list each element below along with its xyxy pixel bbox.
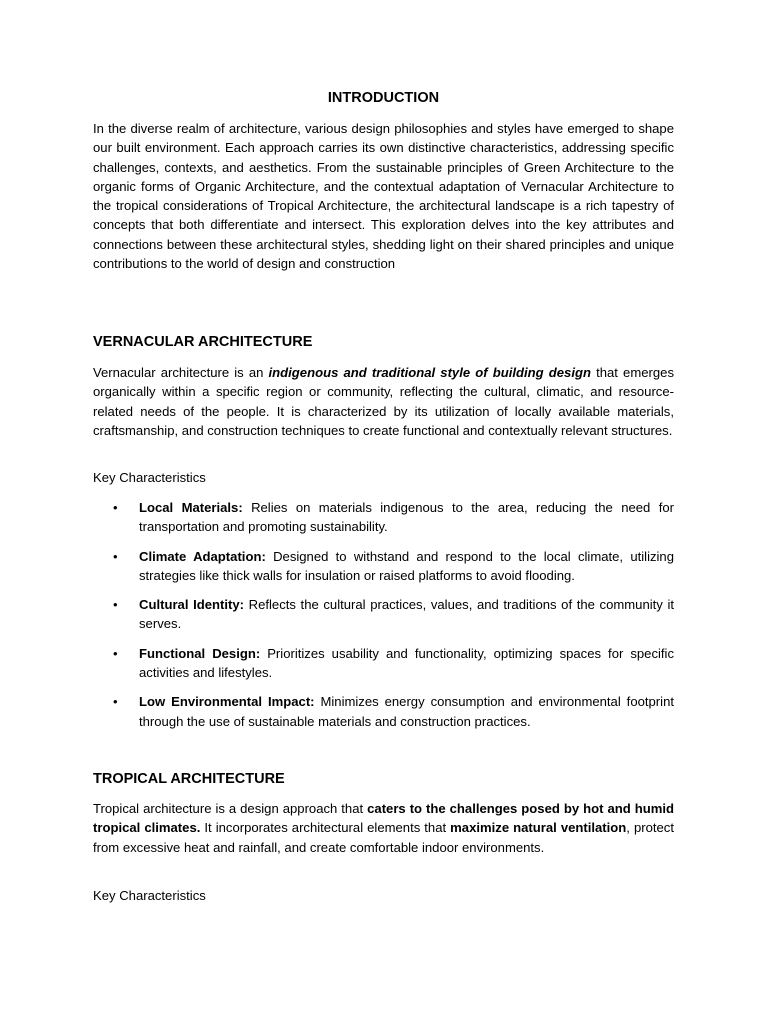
tropical-heading: TROPICAL ARCHITECTURE (93, 771, 285, 787)
vernacular-text-end: that emerges organically within a specific region or community, reflecting the cultural, climatic, and resource-related needs of the people. It is characterized by its utilization of locally available materials, craftsmanship, and construction techniques to create functional and contextually relevant structures. (93, 365, 674, 438)
bullet-icon: • (113, 694, 118, 710)
vernacular-heading: VERNACULAR ARCHITECTURE (93, 334, 313, 350)
tropical-emphasis-1: caters to the challenges posed by hot and humid tropical climates. (93, 801, 674, 836)
characteristic-term: Functional Design: (139, 645, 261, 661)
characteristic-desc: Designed to withstand and respond to the local climate, utilizing strategies like thick walls for insulation or raised platforms to avoid flooding. (139, 548, 674, 583)
bullet-icon: • (113, 548, 118, 564)
characteristic-term: Cultural Identity: (139, 597, 245, 613)
characteristic-desc: Prioritizes usability and functionality, optimizing spaces for specific activities and lifestyles. (139, 645, 674, 681)
characteristic-term: Low Environmental Impact: (139, 694, 315, 710)
characteristic-desc: Reflects the cultural practices, values, and traditions of the community it serves. (139, 597, 674, 632)
list-item (93, 595, 674, 634)
vernacular-text-start: Vernacular architecture is an (93, 365, 269, 380)
tropical-emphasis-2: maximize natural ventilation (450, 820, 627, 836)
tropical-text-3: , protect from excessive heat and rainfall, and create comfortable indoor environments. (93, 820, 674, 855)
tropical-key-label: Key Characteristics (93, 888, 206, 903)
characteristic-desc: Relies on materials indigenous to the area, reducing the need for transportation and promoting sustainability. (139, 500, 674, 535)
page-title: INTRODUCTION (327, 90, 440, 106)
bullet-icon: • (113, 500, 118, 515)
bullet-icon: • (113, 645, 118, 661)
list-item (93, 547, 674, 586)
vernacular-paragraph (93, 363, 674, 440)
vernacular-emphasis: indigenous and traditional style of building design (268, 365, 591, 380)
tropical-paragraph (93, 799, 674, 857)
characteristic-term: Climate Adaptation: (139, 548, 266, 564)
bullet-icon: • (113, 597, 118, 613)
tropical-text-1: Tropical architecture is a design approach that (93, 801, 368, 816)
list-item (93, 498, 674, 537)
characteristic-term: Local Materials: (139, 500, 243, 515)
list-item (93, 692, 674, 731)
vernacular-characteristics-list (93, 498, 674, 741)
intro-paragraph: In the diverse realm of architecture, various design philosophies and styles have emerged to shape our built environment. Each approach carries its own distinctive characteristics, addressing specific challenges, contexts, and aesthetics. From the sustainable principles of Green Architecture to the organic forms of Organic Architecture, and the contextual adaptation of Vernacular Architecture to the tropical considerations of Tropical Architecture, the architectural landscape is a rich tapestry of concepts that both differentiate and intersect. This exploration delves into the key attributes and connections between these architectural styles, shedding light on their shared principles and unique contributions to the world of design and construction (93, 121, 674, 272)
list-item (93, 644, 674, 683)
vernacular-key-label: Key Characteristics (93, 470, 206, 485)
characteristic-desc: Minimizes energy consumption and environmental footprint through the use of sustainable materials and construction practices. (139, 694, 674, 729)
tropical-text-2: It incorporates architectural elements that (200, 820, 451, 836)
